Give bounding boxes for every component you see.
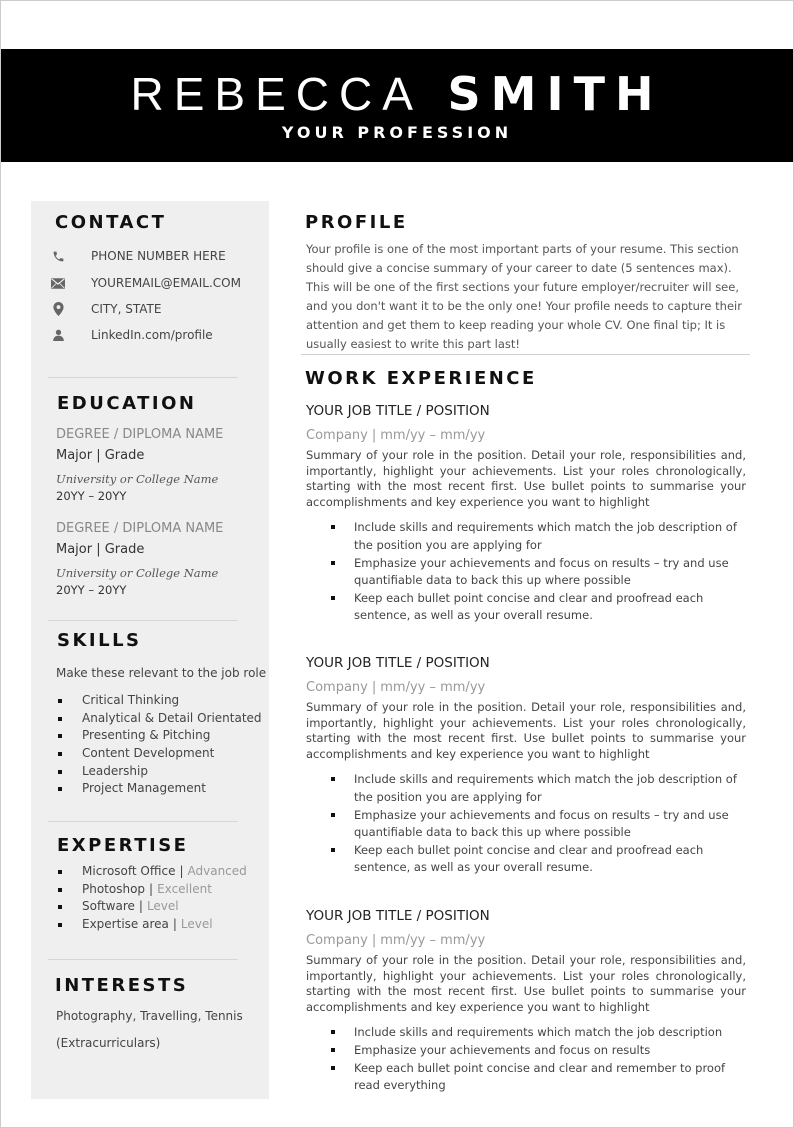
bullet-icon	[58, 905, 62, 909]
bullet-icon	[331, 1048, 335, 1052]
job-company: Company	[306, 428, 368, 443]
list-item	[306, 771, 746, 806]
job-dates: mm/yy – mm/yy	[380, 680, 486, 695]
interests-extra: (Extracurriculars)	[56, 1036, 161, 1050]
linkedin-text[interactable]: LinkedIn.com/profile	[91, 328, 213, 342]
skill-label: Critical Thinking	[82, 693, 180, 707]
job-summary: Summary of your role in the position. Detail your role, responsibilities and, importantly, highlight your achievements. List your roles chronologically, starting with the most recent first. Use bullet points to summarise your accomplishments and key experience you want to highlight	[306, 700, 746, 761]
bullet-icon	[58, 734, 62, 738]
list-item	[306, 555, 746, 590]
job-summary: Summary of your role in the position. Detail your role, responsibilities and, importantly, highlight your achievements. List your roles chronologically, starting with the most recent first. Use bullet points to summarise your accomplishments and key experience you want to highlight	[306, 448, 746, 509]
bullet-icon	[331, 813, 335, 817]
job-title: YOUR JOB TITLE / POSITION	[306, 655, 490, 671]
divider	[48, 620, 238, 621]
contact-email	[51, 273, 241, 293]
education-years: 20YY – 20YY	[56, 489, 127, 503]
bullet-icon	[331, 525, 335, 529]
divider	[301, 354, 750, 355]
bullet-text: Emphasize your achievements and focus on results – try and use quantifiable data to back this up where possible	[354, 555, 729, 588]
sidebar	[31, 201, 269, 1099]
bullet-text: Emphasize your achievements and focus on results – try and use quantifiable data to back this up where possible	[354, 807, 729, 840]
contact-phone	[51, 246, 226, 266]
skills-list	[56, 692, 262, 798]
job-bullets	[306, 771, 746, 877]
divider	[48, 959, 238, 960]
list-item	[306, 590, 746, 625]
list-item	[56, 710, 262, 728]
header-banner	[1, 49, 793, 162]
bullet-icon	[58, 870, 62, 874]
interests-text: Photography, Travelling, Tennis	[56, 1009, 243, 1023]
bullet-icon	[58, 787, 62, 791]
bullet-icon	[331, 561, 335, 565]
job-dates: mm/yy – mm/yy	[380, 428, 486, 443]
person-icon	[51, 328, 65, 342]
bullet-text: Include skills and requirements which match the job description of the position you are applying for	[354, 520, 737, 552]
education-years: 20YY – 20YY	[56, 583, 127, 597]
first-name: REBECCA	[130, 68, 423, 120]
separator: |	[371, 933, 377, 948]
separator: |	[179, 864, 184, 878]
location-pin-icon	[51, 302, 65, 316]
job-summary: Summary of your role in the position. Detail your role, responsibilities and, importantly, highlight your achievements. List your roles chronologically, starting with the most recent first. Use bullet points to summarise your accomplishments and key experience you want to highlight	[306, 953, 746, 1014]
job-company: Company	[306, 680, 368, 695]
expertise-level: Level	[180, 917, 213, 932]
bullet-icon	[58, 923, 62, 927]
bullet-icon	[331, 1030, 335, 1034]
skill-label: Leadership	[82, 763, 148, 778]
email-icon	[51, 276, 65, 290]
job-title: YOUR JOB TITLE / POSITION	[306, 908, 490, 924]
expertise-level: Excellent	[157, 881, 212, 896]
expertise-level: Advanced	[187, 864, 247, 878]
bullet-icon	[331, 848, 335, 852]
bullet-icon	[58, 717, 62, 721]
bullet-icon	[58, 752, 62, 756]
education-major: Major | Grade	[56, 448, 145, 463]
expertise-name: Software	[82, 899, 135, 914]
list-item	[56, 727, 262, 745]
job-company-line	[306, 678, 746, 698]
job-bullets	[306, 1024, 746, 1094]
expertise-level: Level	[146, 899, 179, 914]
list-item	[306, 519, 746, 554]
expertise-name: Expertise area	[82, 917, 169, 932]
bullet-icon	[58, 888, 62, 892]
expertise-list	[56, 863, 247, 934]
profile-text: Your profile is one of the most important parts of your resume. This section should give a concise summary of your career to date (5 sentences max). This will be one of the first sections your future employer/recruiter will see, and you don't want it to be the only one! Your profile needs to capture their attention and get them to keep reading your whole CV. One final tip; It is usually easiest to write this part last!	[306, 242, 742, 351]
profile-heading: PROFILE	[305, 212, 408, 233]
education-degree: DEGREE / DIPLOMA NAME	[56, 427, 224, 442]
job-company: Company	[306, 933, 368, 948]
job-entry	[306, 401, 746, 625]
bullet-icon	[58, 699, 62, 703]
list-item	[306, 1060, 746, 1095]
list-item	[56, 745, 262, 763]
bullet-icon	[331, 777, 335, 781]
bullet-icon	[331, 1066, 335, 1070]
bullet-text: Emphasize your achievements and focus on results	[354, 1042, 651, 1057]
job-title: YOUR JOB TITLE / POSITION	[306, 403, 490, 419]
email-text[interactable]: YOUREMAIL@EMAIL.COM	[91, 276, 241, 290]
expertise-heading: EXPERTISE	[57, 835, 189, 856]
job-company-line	[306, 931, 746, 951]
list-item	[56, 763, 262, 781]
list-item	[56, 863, 247, 881]
bullet-text: Keep each bullet point concise and clear and proofread each sentence, as well as your overall resume.	[354, 590, 704, 623]
interests-heading: INTERESTS	[55, 975, 189, 996]
phone-text[interactable]: PHONE NUMBER HERE	[91, 249, 226, 263]
job-entry	[306, 653, 746, 877]
work-experience-heading: WORK EXPERIENCE	[305, 368, 537, 389]
separator: |	[172, 917, 177, 932]
contact-linkedin	[51, 325, 213, 345]
separator: |	[371, 680, 377, 695]
bullet-text: Keep each bullet point concise and clear and remember to proof read everything	[354, 1060, 726, 1093]
list-item	[306, 842, 746, 877]
list-item	[56, 881, 247, 899]
expertise-name: Photoshop	[82, 881, 146, 896]
list-item	[56, 780, 262, 798]
bullet-text: Keep each bullet point concise and clear and proofread each sentence, as well as your overall resume.	[354, 842, 704, 875]
education-university: University or College Name	[56, 566, 219, 580]
divider	[48, 377, 238, 378]
education-university: University or College Name	[56, 472, 219, 486]
list-item	[56, 692, 262, 710]
list-item	[306, 807, 746, 842]
skills-intro: Make these relevant to the job role	[56, 666, 267, 680]
education-degree: DEGREE / DIPLOMA NAME	[56, 521, 224, 536]
location-text: CITY, STATE	[91, 302, 162, 316]
job-entry	[306, 906, 746, 1095]
job-dates: mm/yy – mm/yy	[380, 933, 486, 948]
separator: |	[149, 881, 154, 896]
separator: |	[371, 428, 377, 443]
expertise-name: Microsoft Office	[82, 864, 176, 878]
list-item	[56, 916, 247, 934]
list-item	[56, 898, 247, 916]
profession: YOUR PROFESSION	[281, 123, 513, 142]
list-item	[306, 1024, 746, 1042]
contact-heading: CONTACT	[55, 212, 167, 233]
bullet-text: Include skills and requirements which match the job description	[354, 1025, 723, 1040]
skill-label: Content Development	[82, 746, 215, 761]
education-major: Major | Grade	[56, 542, 145, 557]
job-bullets	[306, 519, 746, 625]
bullet-icon	[58, 770, 62, 774]
job-company-line	[306, 426, 746, 446]
last-name: SMITH	[447, 67, 664, 121]
contact-location	[51, 299, 161, 319]
separator: |	[138, 899, 143, 914]
skill-label: Presenting & Pitching	[82, 728, 211, 743]
bullet-text: Include skills and requirements which match the job description of the position you are applying for	[354, 772, 737, 804]
skill-label: Analytical & Detail Orientated	[82, 710, 262, 725]
skills-heading: SKILLS	[57, 630, 142, 651]
full-name	[1, 65, 793, 123]
phone-icon	[51, 249, 65, 263]
list-item	[306, 1042, 746, 1060]
bullet-icon	[331, 596, 335, 600]
education-heading: EDUCATION	[57, 393, 197, 414]
divider	[48, 821, 238, 822]
skill-label: Project Management	[82, 781, 206, 796]
